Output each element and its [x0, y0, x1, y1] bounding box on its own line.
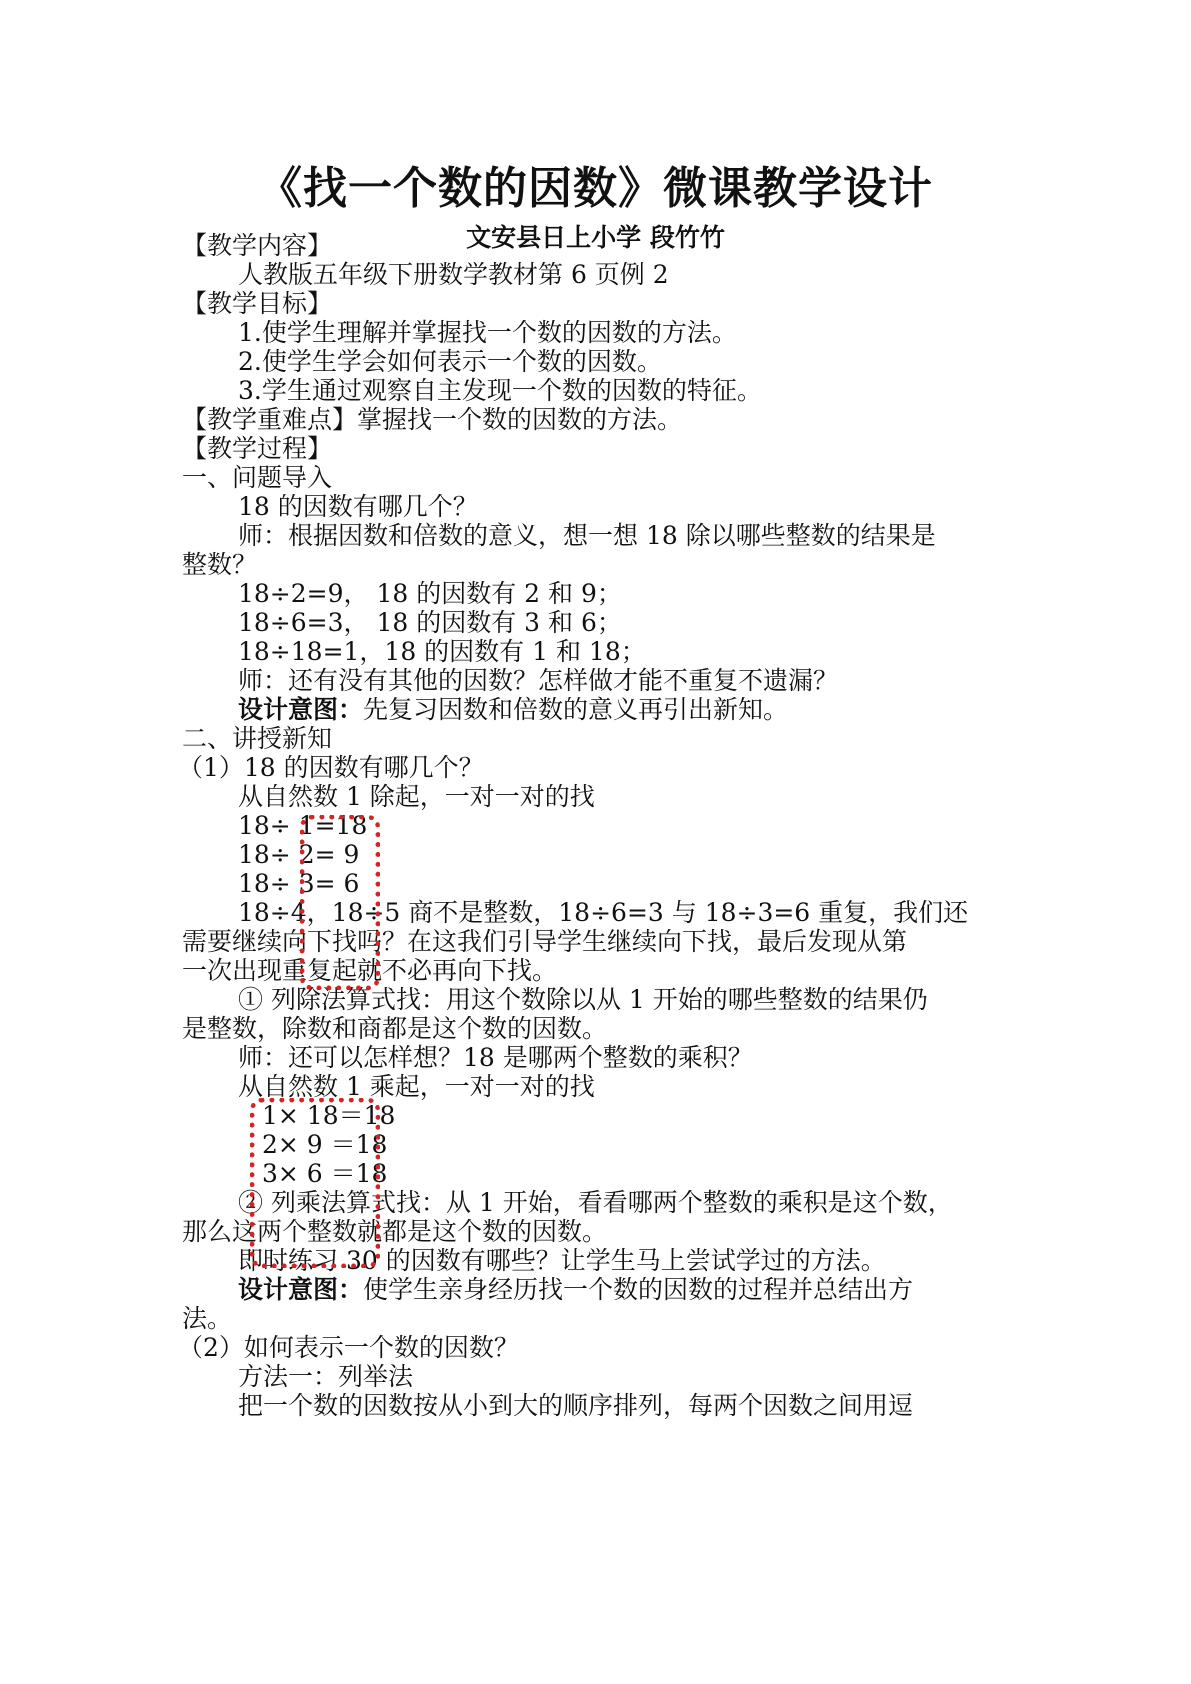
division-intro: 从自然数 1 除起，一对一对的找: [238, 782, 595, 811]
design-intent-cont: 法。: [182, 1304, 233, 1333]
multiplication-row: 1× 18＝18: [262, 1101, 396, 1130]
equation-line: 18÷2=9， 18 的因数有 2 和 9；: [238, 579, 622, 608]
key-points: 【教学重难点】掌握找一个数的因数的方法。: [182, 405, 683, 434]
part2-heading: 二、讲授新知: [182, 724, 333, 753]
highlight-box-division: [300, 815, 380, 990]
subquestion: （1）18 的因数有哪几个？: [178, 753, 484, 782]
content-text: 人教版五年级下册数学教材第 6 页例 2: [238, 260, 669, 289]
design-intent-text: 先复习因数和倍数的意义再引出新知。: [363, 695, 789, 724]
goals-heading: 【教学目标】: [182, 289, 333, 318]
teacher-line: 师：根据因数和倍数的意义，想一想 18 除以哪些整数的结果是: [238, 521, 936, 550]
part1-heading: 一、问题导入: [182, 463, 333, 492]
division-row: 18÷ 2= 9: [238, 840, 360, 869]
goal-item: 1.使学生理解并掌握找一个数的因数的方法。: [238, 318, 737, 347]
multiplication-row: 2× 9 ＝18: [262, 1130, 388, 1159]
method-list-desc: 把一个数的因数按从小到大的顺序排列，每两个因数之间用逗: [238, 1391, 914, 1420]
equation-line: 18÷18=1，18 的因数有 1 和 18；: [238, 637, 646, 666]
process-heading: 【教学过程】: [182, 434, 333, 463]
multiplication-row: 3× 6 ＝18: [262, 1159, 388, 1188]
method-list-title: 方法一：列举法: [238, 1362, 414, 1391]
content-heading: 【教学内容】: [182, 231, 333, 260]
division-row: 18÷ 3= 6: [238, 869, 360, 898]
subquestion: （2）如何表示一个数的因数？: [178, 1333, 519, 1362]
practice-line: 即时练习 30 的因数有哪些？让学生马上尝试学过的方法。: [238, 1246, 886, 1275]
division-note: 一次出现重复起就不必再向下找。: [182, 956, 558, 985]
teacher-question: 师：还可以怎样想？18 是哪两个整数的乘积？: [238, 1043, 753, 1072]
teacher-question: 师：还有没有其他的因数？怎样做才能不重复不遗漏？: [238, 666, 839, 695]
design-intent-text: 使学生亲身经历找一个数的因数的过程并总结出方: [363, 1275, 914, 1304]
design-intent-label: 设计意图：: [238, 1275, 364, 1304]
division-note: 18÷4，18÷5 商不是整数，18÷6=3 与 18÷3=6 重复，我们还: [238, 898, 969, 927]
goal-item: 2.使学生学会如何表示一个数的因数。: [238, 347, 662, 376]
document-title: 《找一个数的因数》微课教学设计: [258, 163, 933, 214]
method-division: 是整数，除数和商都是这个数的因数。: [182, 1014, 608, 1043]
design-intent-label: 设计意图：: [238, 695, 364, 724]
equation-line: 18÷6=3， 18 的因数有 3 和 6；: [238, 608, 622, 637]
division-row: 18÷ 1=18: [238, 811, 368, 840]
division-note: 需要继续向下找吗？在这我们引导学生继续向下找，最后发现从第: [182, 927, 908, 956]
author-line: 文安县日上小学 段竹竹: [466, 223, 725, 252]
part1-question: 18 的因数有哪几个？: [238, 492, 478, 521]
method-multiplication: ② 列乘法算式找：从 1 开始，看看哪两个整数的乘积是这个数，: [238, 1188, 953, 1217]
design-intent: [238, 694, 788, 726]
goal-item: 3.学生通过观察自主发现一个数的因数的特征。: [238, 376, 762, 405]
teacher-line: 整数？: [182, 550, 258, 579]
multiplication-intro: 从自然数 1 乘起，一对一对的找: [238, 1072, 595, 1101]
highlight-box-multiplication: [250, 1098, 380, 1268]
method-multiplication: 那么这两个整数就都是这个数的因数。: [182, 1217, 608, 1246]
method-division: ① 列除法算式找：用这个数除以从 1 开始的哪些整数的结果仍: [238, 985, 928, 1014]
design-intent: [238, 1274, 913, 1306]
